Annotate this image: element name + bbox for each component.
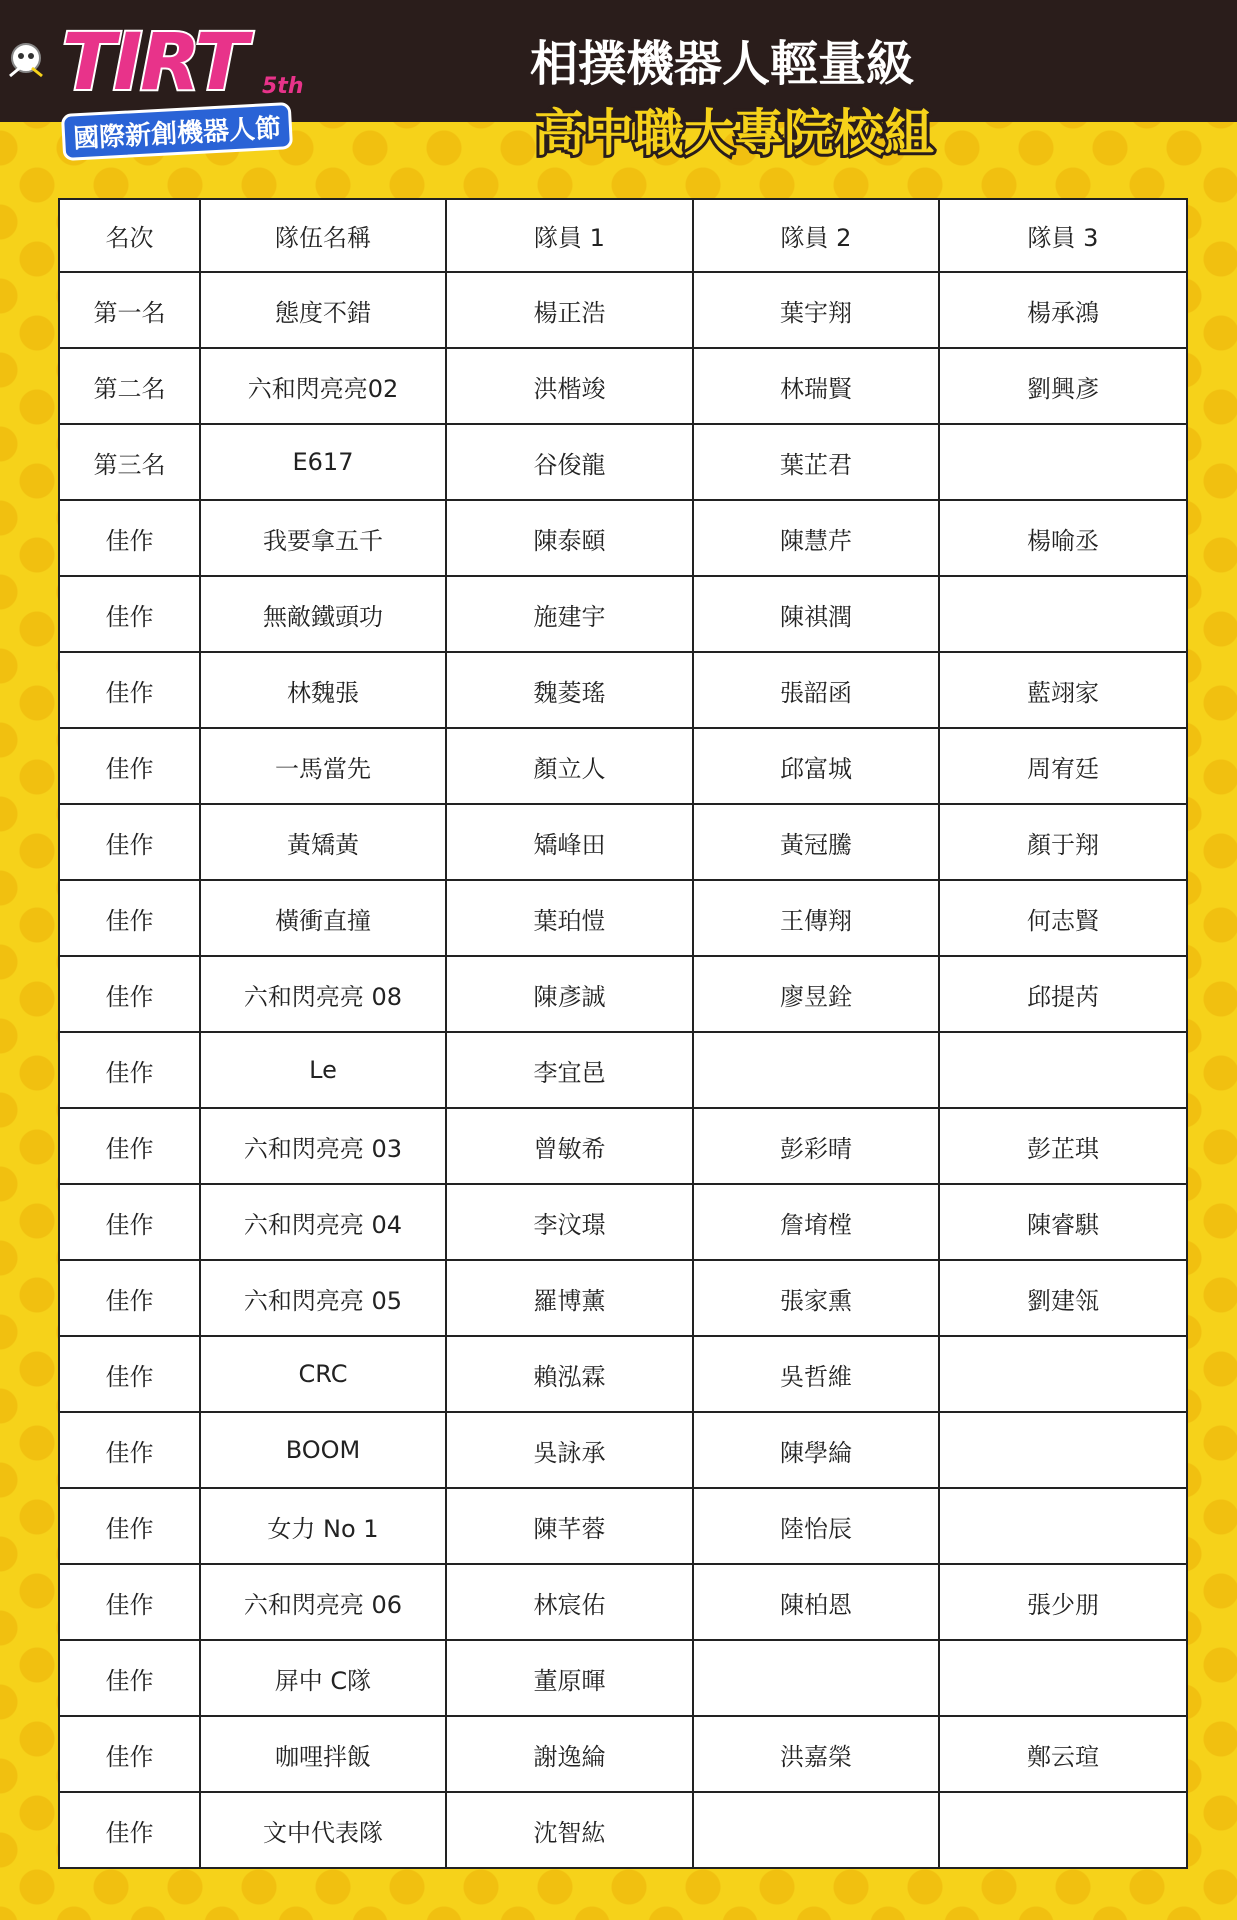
table-row bbox=[59, 1032, 1187, 1108]
member-3-cell bbox=[939, 1792, 1187, 1868]
member-2-cell bbox=[693, 1792, 939, 1868]
member-1-cell: 施建宇 bbox=[446, 576, 693, 652]
member-1-cell: 吳詠承 bbox=[446, 1412, 693, 1488]
member-2-cell: 林瑞賢 bbox=[693, 348, 939, 424]
rank-cell: 佳作 bbox=[59, 1640, 200, 1716]
member-2-cell: 陳慧芹 bbox=[693, 500, 939, 576]
page-subtitle: 高中職大專院校組 bbox=[534, 104, 934, 162]
member-3-cell: 楊承鴻 bbox=[939, 272, 1187, 348]
rank-cell: 第一名 bbox=[59, 272, 200, 348]
member-2-cell: 黃冠騰 bbox=[693, 804, 939, 880]
rank-cell: 第三名 bbox=[59, 424, 200, 500]
table-header-row bbox=[59, 199, 1187, 272]
rank-cell: 佳作 bbox=[59, 576, 200, 652]
team-name-cell: 六和閃亮亮 03 bbox=[200, 1108, 446, 1184]
member-1-cell: 陳芊蓉 bbox=[446, 1488, 693, 1564]
team-name-cell: 六和閃亮亮 05 bbox=[200, 1260, 446, 1336]
table-row bbox=[59, 652, 1187, 728]
team-name-cell: CRC bbox=[200, 1336, 446, 1412]
logo-subtitle: 國際新創機器人節 bbox=[61, 102, 293, 161]
member-3-cell bbox=[939, 1488, 1187, 1564]
table-row bbox=[59, 1716, 1187, 1792]
header-cell-team: 隊伍名稱 bbox=[200, 199, 446, 272]
table-row bbox=[59, 1488, 1187, 1564]
rank-cell: 佳作 bbox=[59, 652, 200, 728]
page-title: 相撲機器人輕量級 bbox=[530, 36, 915, 92]
member-1-cell: 李汶璟 bbox=[446, 1184, 693, 1260]
tirt-logo bbox=[4, 18, 344, 162]
member-1-cell: 沈智紘 bbox=[446, 1792, 693, 1868]
table-row bbox=[59, 728, 1187, 804]
member-1-cell: 顏立人 bbox=[446, 728, 693, 804]
member-2-cell: 陳學綸 bbox=[693, 1412, 939, 1488]
member-3-cell: 鄭云瑄 bbox=[939, 1716, 1187, 1792]
table-row bbox=[59, 424, 1187, 500]
rank-cell: 佳作 bbox=[59, 1260, 200, 1336]
results-table bbox=[58, 198, 1188, 1869]
member-1-cell: 董原暉 bbox=[446, 1640, 693, 1716]
member-3-cell bbox=[939, 424, 1187, 500]
header-cell-member-2: 隊員 2 bbox=[693, 199, 939, 272]
member-3-cell: 張少朋 bbox=[939, 1564, 1187, 1640]
member-2-cell: 陳祺潤 bbox=[693, 576, 939, 652]
member-2-cell: 王傳翔 bbox=[693, 880, 939, 956]
header-cell-rank: 名次 bbox=[59, 199, 200, 272]
team-name-cell: 六和閃亮亮 06 bbox=[200, 1564, 446, 1640]
member-2-cell: 葉宇翔 bbox=[693, 272, 939, 348]
table-row bbox=[59, 1260, 1187, 1336]
team-name-cell: 六和閃亮亮 08 bbox=[200, 956, 446, 1032]
rank-cell: 佳作 bbox=[59, 1412, 200, 1488]
member-2-cell: 詹堉樘 bbox=[693, 1184, 939, 1260]
member-2-cell: 洪嘉榮 bbox=[693, 1716, 939, 1792]
table-row bbox=[59, 576, 1187, 652]
member-2-cell: 陳柏恩 bbox=[693, 1564, 939, 1640]
team-name-cell: E617 bbox=[200, 424, 446, 500]
table-row bbox=[59, 804, 1187, 880]
member-1-cell: 魏菱瑤 bbox=[446, 652, 693, 728]
member-1-cell: 洪楷竣 bbox=[446, 348, 693, 424]
member-1-cell: 矯峰田 bbox=[446, 804, 693, 880]
rank-cell: 佳作 bbox=[59, 1108, 200, 1184]
member-1-cell: 謝逸綸 bbox=[446, 1716, 693, 1792]
team-name-cell: 我要拿五千 bbox=[200, 500, 446, 576]
table-row bbox=[59, 348, 1187, 424]
member-2-cell bbox=[693, 1640, 939, 1716]
header-cell-member-1: 隊員 1 bbox=[446, 199, 693, 272]
member-3-cell bbox=[939, 1032, 1187, 1108]
rank-cell: 佳作 bbox=[59, 1716, 200, 1792]
table-row bbox=[59, 1792, 1187, 1868]
member-1-cell: 陳彥誠 bbox=[446, 956, 693, 1032]
table-row bbox=[59, 880, 1187, 956]
member-1-cell: 楊正浩 bbox=[446, 272, 693, 348]
member-2-cell: 廖昱銓 bbox=[693, 956, 939, 1032]
team-name-cell: 女力 No 1 bbox=[200, 1488, 446, 1564]
team-name-cell: BOOM bbox=[200, 1412, 446, 1488]
member-1-cell: 曾敏希 bbox=[446, 1108, 693, 1184]
rank-cell: 佳作 bbox=[59, 804, 200, 880]
member-1-cell: 李宜邑 bbox=[446, 1032, 693, 1108]
logo-title: TIRT bbox=[62, 18, 246, 108]
team-name-cell: 林魏張 bbox=[200, 652, 446, 728]
member-3-cell: 劉興彥 bbox=[939, 348, 1187, 424]
rank-cell: 第二名 bbox=[59, 348, 200, 424]
rank-cell: 佳作 bbox=[59, 1032, 200, 1108]
team-name-cell: 橫衝直撞 bbox=[200, 880, 446, 956]
table-row bbox=[59, 956, 1187, 1032]
team-name-cell: 黃矯黃 bbox=[200, 804, 446, 880]
table-row bbox=[59, 1412, 1187, 1488]
member-2-cell: 邱富城 bbox=[693, 728, 939, 804]
table-row bbox=[59, 272, 1187, 348]
member-3-cell bbox=[939, 576, 1187, 652]
member-3-cell: 彭芷琪 bbox=[939, 1108, 1187, 1184]
rank-cell: 佳作 bbox=[59, 1488, 200, 1564]
member-1-cell: 谷俊龍 bbox=[446, 424, 693, 500]
member-2-cell: 吳哲維 bbox=[693, 1336, 939, 1412]
member-2-cell: 彭彩晴 bbox=[693, 1108, 939, 1184]
member-3-cell bbox=[939, 1640, 1187, 1716]
header-cell-member-3: 隊員 3 bbox=[939, 199, 1187, 272]
rank-cell: 佳作 bbox=[59, 500, 200, 576]
member-2-cell: 葉芷君 bbox=[693, 424, 939, 500]
member-3-cell: 顏于翔 bbox=[939, 804, 1187, 880]
member-3-cell: 邱提芮 bbox=[939, 956, 1187, 1032]
table-row bbox=[59, 1184, 1187, 1260]
team-name-cell: 六和閃亮亮 04 bbox=[200, 1184, 446, 1260]
member-1-cell: 羅博薰 bbox=[446, 1260, 693, 1336]
member-1-cell: 葉珀愷 bbox=[446, 880, 693, 956]
team-name-cell: 一馬當先 bbox=[200, 728, 446, 804]
rank-cell: 佳作 bbox=[59, 1184, 200, 1260]
rank-cell: 佳作 bbox=[59, 880, 200, 956]
team-name-cell: 屏中 C隊 bbox=[200, 1640, 446, 1716]
rank-cell: 佳作 bbox=[59, 1792, 200, 1868]
member-1-cell: 林宸佑 bbox=[446, 1564, 693, 1640]
table-row bbox=[59, 1108, 1187, 1184]
team-name-cell: 無敵鐵頭功 bbox=[200, 576, 446, 652]
logo-edition: 5th bbox=[262, 74, 304, 99]
member-2-cell bbox=[693, 1032, 939, 1108]
member-2-cell: 陸怡辰 bbox=[693, 1488, 939, 1564]
robot-mascot-icon bbox=[4, 36, 52, 84]
team-name-cell: 六和閃亮亮02 bbox=[200, 348, 446, 424]
member-3-cell: 楊喻丞 bbox=[939, 500, 1187, 576]
team-name-cell: Le bbox=[200, 1032, 446, 1108]
member-3-cell: 劉建瓴 bbox=[939, 1260, 1187, 1336]
member-3-cell: 何志賢 bbox=[939, 880, 1187, 956]
member-3-cell bbox=[939, 1412, 1187, 1488]
team-name-cell: 咖哩拌飯 bbox=[200, 1716, 446, 1792]
table-row bbox=[59, 1336, 1187, 1412]
member-2-cell: 張韶函 bbox=[693, 652, 939, 728]
member-1-cell: 陳泰頤 bbox=[446, 500, 693, 576]
rank-cell: 佳作 bbox=[59, 728, 200, 804]
member-2-cell: 張家熏 bbox=[693, 1260, 939, 1336]
member-3-cell: 陳睿騏 bbox=[939, 1184, 1187, 1260]
member-3-cell: 周宥廷 bbox=[939, 728, 1187, 804]
member-3-cell bbox=[939, 1336, 1187, 1412]
team-name-cell: 態度不錯 bbox=[200, 272, 446, 348]
table-row bbox=[59, 1564, 1187, 1640]
table-row bbox=[59, 1640, 1187, 1716]
rank-cell: 佳作 bbox=[59, 956, 200, 1032]
rank-cell: 佳作 bbox=[59, 1564, 200, 1640]
member-3-cell: 藍翊家 bbox=[939, 652, 1187, 728]
table-row bbox=[59, 500, 1187, 576]
member-1-cell: 賴泓霖 bbox=[446, 1336, 693, 1412]
rank-cell: 佳作 bbox=[59, 1336, 200, 1412]
team-name-cell: 文中代表隊 bbox=[200, 1792, 446, 1868]
